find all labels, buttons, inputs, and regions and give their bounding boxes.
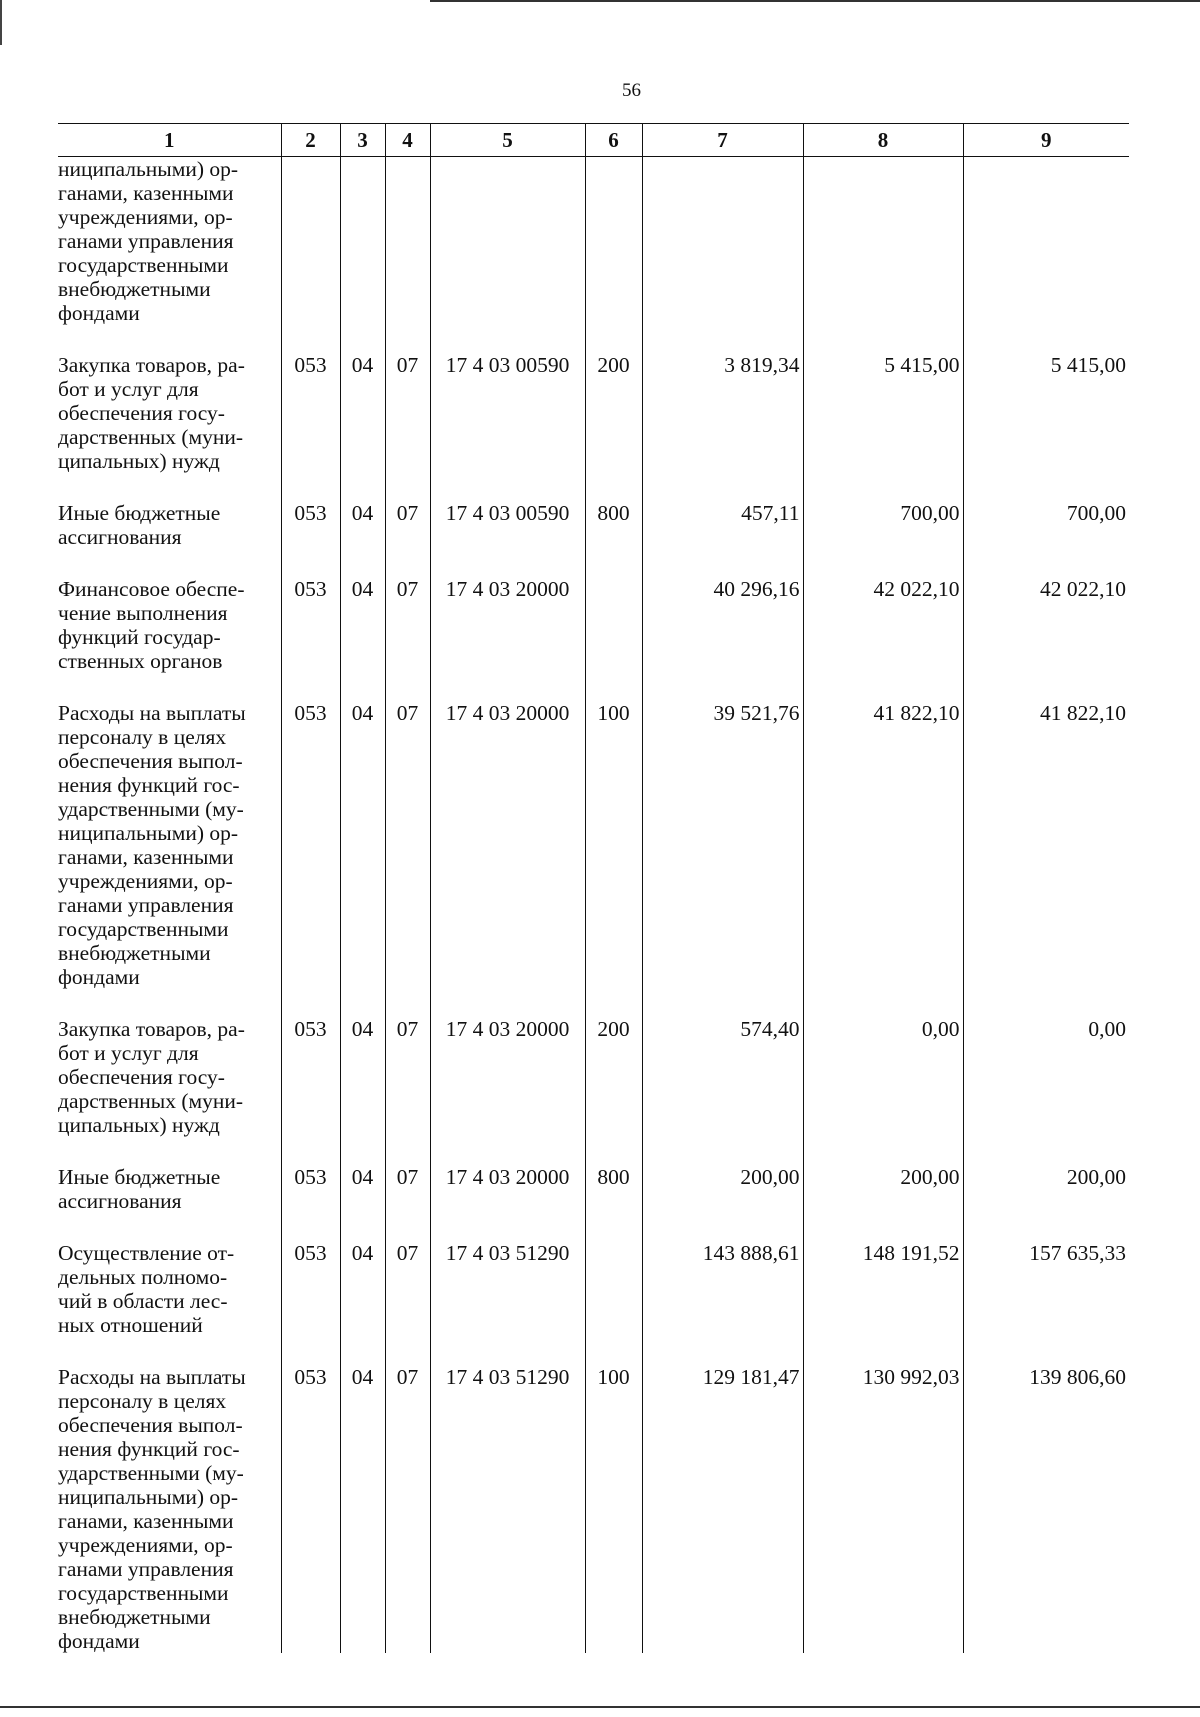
subsection-code: 07 [385, 1017, 430, 1137]
header-cell: 2 [281, 124, 340, 157]
table-row [58, 501, 1129, 549]
table-row [58, 1241, 1129, 1337]
page-number: 56 [622, 80, 641, 101]
row-name: Иные бюджетные ассигнования [58, 501, 221, 549]
amount-col9: 157 635,33 [963, 1241, 1129, 1337]
amount-col7: 40 296,16 [642, 577, 803, 673]
row-spacer [58, 1337, 1129, 1365]
expense-type-code [585, 577, 642, 673]
amount-col9: 42 022,10 [963, 577, 1129, 673]
header-cell: 5 [430, 124, 585, 157]
amount-col8: 148 191,52 [803, 1241, 963, 1337]
target-article-code: 17 4 03 20000 [430, 1017, 585, 1137]
table-row [58, 701, 1129, 989]
section-code: 04 [340, 1017, 385, 1137]
row-spacer [58, 673, 1129, 701]
row-name: Расходы на выплаты персоналу в целях обеспечения выпол- нения функций гос- ударственными (му- ниципальными) ор- ганами, казенными учреждениями, ор- ганами управления государственными внебюджетными фондами [58, 1365, 246, 1653]
ministry-code: 053 [281, 1017, 340, 1137]
scan-edge-top [430, 0, 1200, 2]
subsection-code: 07 [385, 1365, 430, 1653]
row-name: Иные бюджетные ассигнования [58, 1165, 221, 1213]
row-name: Закупка товаров, ра- бот и услуг для обеспечения госу- дарственных (муни- ципальных) нужд [58, 353, 245, 473]
expense-type-code: 100 [585, 701, 642, 989]
expense-type-code: 200 [585, 1017, 642, 1137]
amount-col7: 3 819,34 [642, 353, 803, 473]
ministry-code [281, 157, 340, 326]
amount-col8: 200,00 [803, 1165, 963, 1213]
amount-col8: 700,00 [803, 501, 963, 549]
header-cell: 4 [385, 124, 430, 157]
row-name: Осуществление от- дельных полномо- чий в области лес- ных отношений [58, 1241, 235, 1337]
row-name: ниципальными) ор- ганами, казенными учреждениями, ор- ганами управления государственными внебюджетными фондами [58, 157, 239, 325]
ministry-code: 053 [281, 353, 340, 473]
row-spacer [58, 325, 1129, 353]
section-code: 04 [340, 1365, 385, 1653]
subsection-code: 07 [385, 1165, 430, 1213]
header-cell: 7 [642, 124, 803, 157]
table-row [58, 1365, 1129, 1653]
ministry-code: 053 [281, 1241, 340, 1337]
table-row [58, 353, 1129, 473]
subsection-code: 07 [385, 353, 430, 473]
section-code [340, 157, 385, 326]
amount-col7: 39 521,76 [642, 701, 803, 989]
target-article-code: 17 4 03 00590 [430, 353, 585, 473]
section-code: 04 [340, 1241, 385, 1337]
scan-edge-bottom [0, 1706, 1200, 1708]
table-row [58, 157, 1129, 326]
amount-col8: 42 022,10 [803, 577, 963, 673]
header-cell: 3 [340, 124, 385, 157]
amount-col8 [803, 157, 963, 326]
expense-type-code [585, 157, 642, 326]
table-row [58, 577, 1129, 673]
expense-type-code: 800 [585, 1165, 642, 1213]
section-code: 04 [340, 353, 385, 473]
amount-col8: 0,00 [803, 1017, 963, 1137]
row-name: Закупка товаров, ра- бот и услуг для обеспечения госу- дарственных (муни- ципальных) нужд [58, 1017, 245, 1137]
subsection-code: 07 [385, 501, 430, 549]
ministry-code: 053 [281, 1365, 340, 1653]
ministry-code: 053 [281, 577, 340, 673]
row-spacer [58, 989, 1129, 1017]
target-article-code: 17 4 03 20000 [430, 577, 585, 673]
amount-col9: 700,00 [963, 501, 1129, 549]
row-name: Расходы на выплаты персоналу в целях обеспечения выпол- нения функций гос- ударственными (му- ниципальными) ор- ганами, казенными учреждениями, ор- ганами управления государственными внебюджетными фондами [58, 701, 246, 989]
amount-col7: 574,40 [642, 1017, 803, 1137]
target-article-code: 17 4 03 51290 [430, 1241, 585, 1337]
budget-table [58, 123, 1129, 1653]
subsection-code: 07 [385, 701, 430, 989]
target-article-code: 17 4 03 20000 [430, 701, 585, 989]
ministry-code: 053 [281, 701, 340, 989]
row-spacer [58, 1213, 1129, 1241]
subsection-code [385, 157, 430, 326]
row-spacer [58, 549, 1129, 577]
row-name: Финансовое обеспе- чение выполнения функций государ- ственных органов [58, 577, 245, 673]
section-code: 04 [340, 577, 385, 673]
amount-col8: 41 822,10 [803, 701, 963, 989]
target-article-code: 17 4 03 20000 [430, 1165, 585, 1213]
expense-type-code: 200 [585, 353, 642, 473]
header-cell: 9 [963, 124, 1129, 157]
amount-col9: 5 415,00 [963, 353, 1129, 473]
amount-col7 [642, 157, 803, 326]
row-spacer [58, 473, 1129, 501]
amount-col9: 41 822,10 [963, 701, 1129, 989]
header-cell: 1 [58, 124, 281, 157]
section-code: 04 [340, 1165, 385, 1213]
amount-col9 [963, 157, 1129, 326]
expense-type-code: 800 [585, 501, 642, 549]
target-article-code [430, 157, 585, 326]
row-spacer [58, 1137, 1129, 1165]
scan-edge-left [0, 0, 2, 45]
table-row [58, 1165, 1129, 1213]
amount-col7: 143 888,61 [642, 1241, 803, 1337]
amount-col8: 130 992,03 [803, 1365, 963, 1653]
header-cell: 8 [803, 124, 963, 157]
amount-col7: 457,11 [642, 501, 803, 549]
amount-col9: 200,00 [963, 1165, 1129, 1213]
section-code: 04 [340, 701, 385, 989]
expense-type-code: 100 [585, 1365, 642, 1653]
header-cell: 6 [585, 124, 642, 157]
ministry-code: 053 [281, 1165, 340, 1213]
subsection-code: 07 [385, 1241, 430, 1337]
section-code: 04 [340, 501, 385, 549]
amount-col7: 129 181,47 [642, 1365, 803, 1653]
amount-col8: 5 415,00 [803, 353, 963, 473]
amount-col9: 139 806,60 [963, 1365, 1129, 1653]
amount-col9: 0,00 [963, 1017, 1129, 1137]
subsection-code: 07 [385, 577, 430, 673]
target-article-code: 17 4 03 00590 [430, 501, 585, 549]
ministry-code: 053 [281, 501, 340, 549]
table-row [58, 1017, 1129, 1137]
target-article-code: 17 4 03 51290 [430, 1365, 585, 1653]
header-row [58, 124, 1129, 157]
expense-type-code [585, 1241, 642, 1337]
amount-col7: 200,00 [642, 1165, 803, 1213]
